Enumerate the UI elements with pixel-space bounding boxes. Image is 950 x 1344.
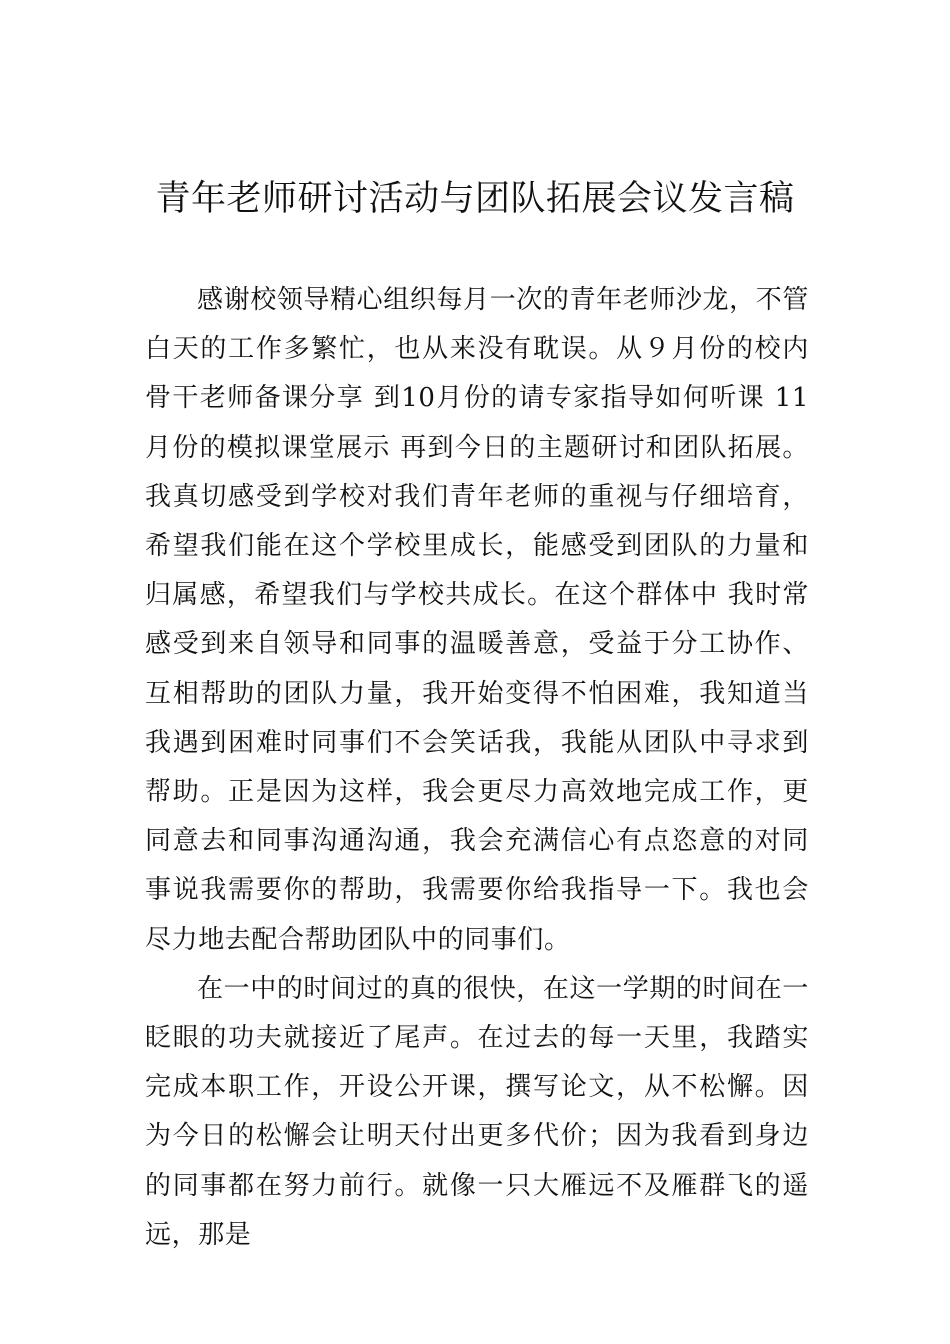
paragraph-1: 感谢校领导精心组织每月一次的青年老师沙龙，不管白天的工作多繁忙，也从来没有耽误。从９月份的校内骨干老师备课分享 到10月份的请专家指导如何听课 11月份的模拟课堂展示 再到今日的主题研讨和团队拓展。我真切感受到学校对我们青年老师的重视与仔细培育，希望我们能在这个学校里成长，能感受到团队的力量和归属感，希望我们与学校共成长。在这个群体中 我时常感受到来自领导和同事的温暖善意，受益于分工协作、互相帮助的团队力量，我开始变得不怕困难，我知道当我遇到困难时同事们不会笑话我，我能从团队中寻求到帮助。正是因为这样，我会更尽力高效地完成工作，更同意去和同事沟通沟通，我会充满信心有点恣意的对同事说我需要你的帮助，我需要你给我指导一下。我也会尽力地去配合帮助团队中的同事们。 [145,285,809,955]
paragraph-2: 在一中的时间过的真的很快，在这一学期的时间在一眨眼的功夫就接近了尾声。在过去的每一天里，我踏实完成本职工作，开设公开课，撰写论文，从不松懈。因为今日的松懈会让明天付出更多代价；因为我看到身边的同事都在努力前行。就像一只大雁远不及雁群飞的遥远，那是 [145,973,809,1250]
document-body [145,276,809,1260]
document-title: 青年老师研讨活动与团队拓展会议发言稿 [155,179,795,219]
